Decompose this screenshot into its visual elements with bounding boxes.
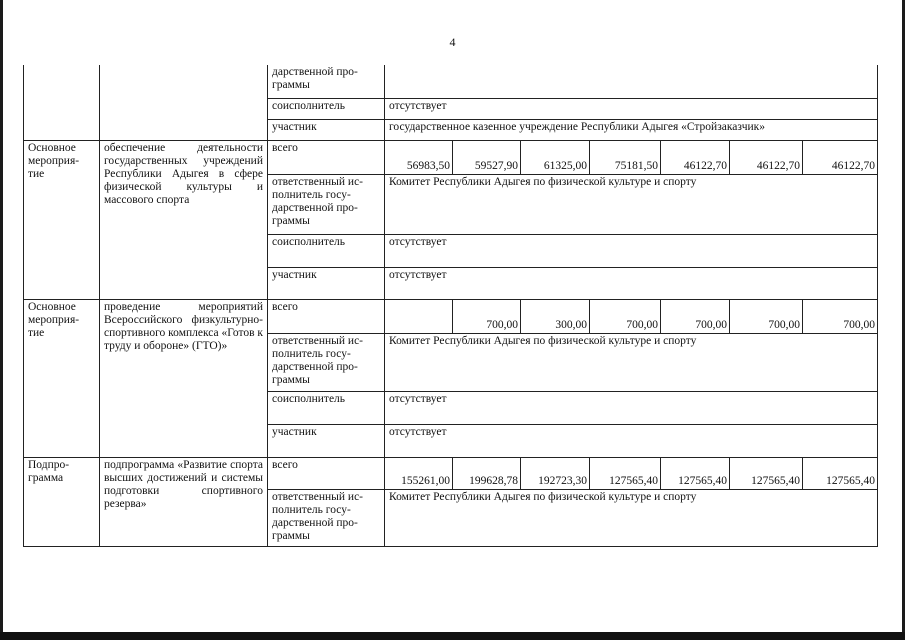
participant-value: отсутствует	[385, 424, 878, 457]
participant-value: отсутствует	[385, 267, 878, 299]
value-cell: 700,00	[730, 299, 803, 333]
measure-name: обеспечение деятельности государственных учреждений Республики Адыгея в сфере физической культуры и массового спорта	[100, 140, 268, 299]
value-cell: 127565,40	[730, 457, 803, 489]
table-row	[24, 457, 878, 489]
value-cell: 75181,50	[590, 140, 661, 174]
coexecutor-label: соисполнитель	[268, 98, 385, 119]
name-cell	[100, 65, 268, 140]
responsible-label: ответственный ис- полнитель госу- дарственной про- граммы	[268, 333, 385, 391]
coexecutor-value: отсутствует	[385, 98, 878, 119]
responsible-label: ответственный ис- полнитель госу- дарственной про- граммы	[268, 174, 385, 234]
responsible-value: Комитет Республики Адыгея по физической культуре и спорту	[385, 174, 878, 234]
total-label: всего	[268, 299, 385, 333]
value-cell: 56983,50	[385, 140, 453, 174]
coexecutor-value: отсутствует	[385, 391, 878, 424]
value-cell: 199628,78	[453, 457, 521, 489]
table-row	[24, 140, 878, 174]
value-cell: 192723,30	[521, 457, 590, 489]
coexecutor-value: отсутствует	[385, 234, 878, 267]
value-cell: 127565,40	[661, 457, 730, 489]
responsible-value: Комитет Республики Адыгея по физической культуре и спорту	[385, 489, 878, 546]
program-table	[23, 65, 878, 547]
participant-value: государственное казенное учреждение Республики Адыгея «Стройзаказчик»	[385, 119, 878, 140]
table-row	[24, 65, 878, 98]
value-cell: 700,00	[661, 299, 730, 333]
value-cell: 300,00	[521, 299, 590, 333]
value-cell	[385, 299, 453, 333]
subprogram-name: подпрограмма «Развитие спорта высших достижений и системы подготовки спортивного резерва»	[100, 457, 268, 546]
responsible-value	[385, 65, 878, 98]
value-cell: 127565,40	[590, 457, 661, 489]
type-cell	[24, 65, 100, 140]
value-cell: 155261,00	[385, 457, 453, 489]
participant-label: участник	[268, 267, 385, 299]
value-cell: 700,00	[590, 299, 661, 333]
table-row	[24, 299, 878, 333]
responsible-label: ответственный ис- полнитель госу- дарственной про- граммы	[268, 489, 385, 546]
coexecutor-label: соисполнитель	[268, 391, 385, 424]
measure-type: Основное мероприя- тие	[24, 140, 100, 299]
scan-left-edge	[0, 0, 3, 640]
value-cell: 61325,00	[521, 140, 590, 174]
coexecutor-label: соисполнитель	[268, 234, 385, 267]
total-label: всего	[268, 457, 385, 489]
measure-name: проведение мероприятий Всероссийского физкультурно-спортивного комплекса «Готов к труду и обороне» (ГТО)»	[100, 299, 268, 457]
page-number: 4	[449, 35, 456, 49]
value-cell: 46122,70	[730, 140, 803, 174]
responsible-label: дарственной про- граммы	[268, 65, 385, 98]
value-cell: 700,00	[803, 299, 878, 333]
total-label: всего	[268, 140, 385, 174]
measure-type: Основное мероприя- тие	[24, 299, 100, 457]
value-cell: 46122,70	[661, 140, 730, 174]
subprogram-type: Подпро- грамма	[24, 457, 100, 546]
participant-label: участник	[268, 424, 385, 457]
value-cell: 127565,40	[803, 457, 878, 489]
value-cell: 700,00	[453, 299, 521, 333]
scan-bottom-edge	[0, 632, 905, 640]
participant-label: участник	[268, 119, 385, 140]
value-cell: 59527,90	[453, 140, 521, 174]
responsible-value: Комитет Республики Адыгея по физической культуре и спорту	[385, 333, 878, 391]
value-cell: 46122,70	[803, 140, 878, 174]
